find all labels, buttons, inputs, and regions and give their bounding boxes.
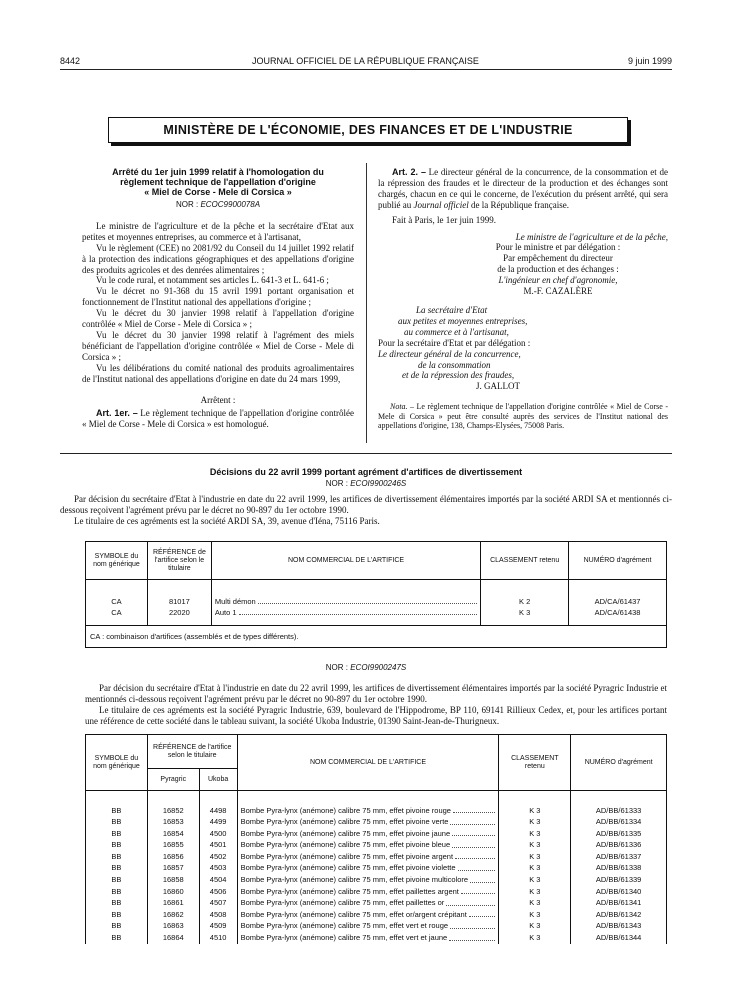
cell-nom: Bombe Pyra-lynx (anémone) calibre 75 mm, effet pivoine verte (240, 817, 449, 827)
table-row (86, 596, 667, 607)
cell-nom: Bombe Pyra-lynx (anémone) calibre 75 mm, effet pivoine jaune (240, 828, 451, 838)
cell-nom: Bombe Pyra-lynx (anémone) calibre 75 mm, effet pivoine argent (240, 851, 454, 861)
th-pyragric: Pyragric (147, 769, 199, 791)
decisions-title: Décisions du 22 avril 1999 portant agrément d'artifices de divertissement (209, 467, 523, 477)
article-1: Art. 1er. – Le règlement technique de l'appellation d'origine contrôlée « Miel de Corse - Mele di Corsica » est homologué. (82, 408, 354, 430)
table-row (86, 805, 667, 817)
table-footnote: CA : combinaison d'artifices (assemblés et de types différents). (86, 626, 667, 648)
cell-symbole: CA (86, 607, 148, 618)
th-symbole: SYMBOLE du nom générique (86, 542, 148, 580)
cell-ref-pyragric: 16853 (147, 816, 199, 828)
cell-numero: AD/BB/61342 (571, 909, 667, 921)
cell-classement: K 3 (499, 816, 571, 828)
arrete-title: Arrêté du 1er juin 1999 relatif à l'homologation du règlement technique de l'appellation d'origine « Miel de Corse - Mele di Corsica » (112, 167, 324, 197)
arrete-left-column (82, 167, 354, 430)
cell-numero: AD/BB/61337 (571, 851, 667, 863)
cell-nom: Bombe Pyra-lynx (anémone) calibre 75 mm, effet paillettes argent (240, 886, 459, 896)
cell-nom: Bombe Pyra-lynx (anémone) calibre 75 mm, effet pivoine multicolore (240, 875, 469, 885)
cell-nom: Bombe Pyra-lynx (anémone) calibre 75 mm, effet pivoine violette (240, 863, 456, 873)
table-row (86, 874, 667, 886)
cell-numero: AD/BB/61334 (571, 816, 667, 828)
cell-classement: K 3 (499, 932, 571, 944)
cell-classement: K 3 (499, 909, 571, 921)
th-classement: CLASSEMENT retenu (481, 542, 569, 580)
cell-ref-ukoba: 4504 (199, 874, 237, 886)
decision-para: Le titulaire de ces agréments est la société ARDI SA, 39, avenue d'Iéna, 75116 Paris. (74, 515, 380, 526)
decision-para: Le titulaire de ces agréments est la société Pyragric Industrie, 639, boulevard de l'Hippodrome, BP 110, 69141 Rillieux Cedex, et, pour les artifices portant une référence de cette société dans le tableau suivant, la société Ukoba Industrie, 01390 Saint-Jean-de-Thurigneux. (85, 704, 667, 726)
cell-numero: AD/BB/61340 (571, 886, 667, 898)
th-symbole: SYMBOLE du nom générique (86, 735, 148, 791)
cell-numero: AD/BB/61343 (571, 920, 667, 932)
cell-symbole: BB (86, 932, 148, 944)
cell-numero: AD/CA/61438 (569, 607, 667, 618)
arrete-para: Vu le décret no 91-368 du 15 avril 1991 portant organisation et fonctionnement de l'Institut national des appellations d'origine ; (82, 286, 354, 308)
cell-ref-pyragric: 16863 (147, 920, 199, 932)
table-row (86, 886, 667, 898)
cell-ref-ukoba: 4502 (199, 851, 237, 863)
article-2: Art. 2. – Le directeur général de la concurrence, de la consommation et de la répression des fraudes et le directeur de la production et des échanges sont chargés, chacun en ce qui le concerne, de l'exécution du présent arrêté, qui sera publié au Journal officiel de la République française. (378, 167, 668, 210)
table-row (86, 862, 667, 874)
header-rule (60, 69, 672, 70)
th-numero: NUMÉRO d'agrément (569, 542, 667, 580)
cell-classement: K 3 (481, 607, 569, 618)
cell-ref-pyragric: 16858 (147, 874, 199, 886)
cell-ref-ukoba: 4506 (199, 886, 237, 898)
table-row (86, 607, 667, 618)
cell-ref-pyragric: 16852 (147, 805, 199, 817)
cell-classement: K 3 (499, 886, 571, 898)
cell-symbole: BB (86, 816, 148, 828)
cell-numero: AD/BB/61336 (571, 839, 667, 851)
th-ukoba: Ukoba (199, 769, 237, 791)
cell-ref-ukoba: 4503 (199, 862, 237, 874)
cell-classement: K 3 (499, 920, 571, 932)
cell-ref-pyragric: 16857 (147, 862, 199, 874)
cell-ref-ukoba: 4510 (199, 932, 237, 944)
cell-classement: K 3 (499, 851, 571, 863)
cell-nom: Bombe Pyra-lynx (anémone) calibre 75 mm, effet or/argent crépitant (240, 909, 467, 919)
cell-ref-pyragric: 16855 (147, 839, 199, 851)
cell-nom: Bombe Pyra-lynx (anémone) calibre 75 mm, effet paillettes or (240, 898, 445, 908)
cell-ref-ukoba: 4498 (199, 805, 237, 817)
cell-numero: AD/BB/61333 (571, 805, 667, 817)
arrete-para: Vu le code rural, et notamment ses articles L. 641-3 et L. 641-6 ; (96, 275, 329, 286)
cell-ref-ukoba: 4508 (199, 909, 237, 921)
arrete-para: Vu le décret du 30 janvier 1998 relatif à l'appellation d'origine contrôlée « Miel de Corse - Mele di Corsica » ; (82, 308, 354, 330)
signature-ministre: Le ministre de l'agriculture et de la pêche, Pour le ministre et par délégation : Par empêchement du directeur de la production et des échanges : L'ingénieur en chef d'agronomie, M.-F. CAZALÈRE (495, 231, 668, 297)
fait-a-paris: Fait à Paris, le 1er juin 1999. (392, 214, 496, 225)
cell-symbole: BB (86, 920, 148, 932)
section-rule (60, 453, 672, 454)
cell-classement: K 3 (499, 874, 571, 886)
table-row (86, 897, 667, 909)
cell-ref-pyragric: 16864 (147, 932, 199, 944)
cell-ref-ukoba: 4509 (199, 920, 237, 932)
arrete-nor: NOR : ECOC9900078A (175, 200, 261, 209)
decisions-nor-2: NOR : ECOI9900247S (325, 663, 407, 672)
table-row (86, 909, 667, 921)
cell-ref-pyragric: 16862 (147, 909, 199, 921)
arrete-para: Vu le règlement (CEE) no 2081/92 du Conseil du 14 juillet 1992 relatif à la protection des indications géographiques et des appellations d'origine des produits agricoles et des denrées alimentaires ; (82, 242, 354, 275)
th-reference: RÉFÉRENCE de l'artifice selon le titulaire (147, 735, 237, 769)
cell-nom: Multi démon (214, 596, 256, 606)
cell-nom: Auto 1 (214, 607, 237, 617)
arrete-right-column (378, 167, 668, 430)
cell-ref-ukoba: 4507 (199, 897, 237, 909)
table-row (86, 816, 667, 828)
cell-numero: AD/CA/61437 (569, 596, 667, 607)
cell-classement: K 2 (481, 596, 569, 607)
cell-symbole: BB (86, 874, 148, 886)
table-row (86, 828, 667, 840)
nota: Nota. – Le règlement technique de l'appellation d'origine contrôlée « Miel de Corse - Mele di Corsica » peut être consulté auprès des services de l'Institut national des appellations d'origine, 138, Champs-Elysées, 75008 Paris. (378, 402, 668, 431)
decision-para: Par décision du secrétaire d'Etat à l'industrie en date du 22 avril 1999, les artifices de divertissement élémentaires importés par la société ARDI SA et mentionnés ci-dessous reçoivent l'agrément prévu par le décret no 90-897 du 1er octobre 1990. (60, 494, 672, 515)
decisions-nor-1: NOR : ECOI9900246S (325, 479, 407, 488)
cell-classement: K 3 (499, 828, 571, 840)
table-pyragric (85, 734, 667, 944)
table-row (86, 932, 667, 944)
table-row (86, 851, 667, 863)
cell-ref-pyragric: 16854 (147, 828, 199, 840)
arrete-para: Vu les délibérations du comité national des produits agroalimentaires de l'Institut national des appellations d'origine en date du 24 mars 1999, (82, 362, 354, 384)
signature-secretaire: La secrétaire d'Etat aux petites et moyennes entreprises, au commerce et à l'artisanat, Pour la secrétaire d'Etat et par délégation : Le directeur général de la concurrence, de la consommation et de la répression des fraudes, J. GALLOT (378, 304, 531, 392)
th-numero: NUMÉRO d'agrément (571, 735, 667, 791)
cell-symbole: CA (86, 596, 148, 607)
cell-nom: Bombe Pyra-lynx (anémone) calibre 75 mm, effet vert et jaune (240, 933, 448, 943)
th-reference: RÉFÉRENCE de l'artifice selon le titulaire (147, 542, 211, 580)
arretent: Arrêtent : (200, 394, 236, 405)
cell-ref-ukoba: 4500 (199, 828, 237, 840)
cell-symbole: BB (86, 839, 148, 851)
table-ardi (85, 541, 667, 648)
cell-reference: 22020 (147, 607, 211, 618)
cell-symbole: BB (86, 828, 148, 840)
cell-classement: K 3 (499, 805, 571, 817)
th-classement: CLASSEMENT retenu (499, 735, 571, 791)
decisions-section (60, 467, 672, 527)
cell-ref-ukoba: 4499 (199, 816, 237, 828)
cell-ref-ukoba: 4501 (199, 839, 237, 851)
cell-numero: AD/BB/61341 (571, 897, 667, 909)
cell-numero: AD/BB/61335 (571, 828, 667, 840)
th-nom: NOM COMMERCIAL DE L'ARTIFICE (211, 542, 480, 580)
journal-title: JOURNAL OFFICIEL DE LA RÉPUBLIQUE FRANÇAISE (252, 56, 479, 66)
cell-symbole: BB (86, 909, 148, 921)
table-row (86, 920, 667, 932)
cell-nom: Bombe Pyra-lynx (anémone) calibre 75 mm, effet vert et rouge (240, 921, 449, 931)
issue-date: 9 juin 1999 (627, 56, 672, 66)
table-row (86, 839, 667, 851)
th-nom: NOM COMMERCIAL DE L'ARTIFICE (237, 735, 499, 791)
cell-nom: Bombe Pyra-lynx (anémone) calibre 75 mm, effet pivoine rouge (240, 805, 451, 815)
cell-symbole: BB (86, 851, 148, 863)
cell-ref-pyragric: 16860 (147, 886, 199, 898)
arrete-para: Le ministre de l'agriculture et de la pêche et la secrétaire d'Etat aux petites et moyennes entreprises, au commerce et à l'artisanat, (82, 220, 354, 242)
cell-symbole: BB (86, 862, 148, 874)
decision-para: Par décision du secrétaire d'Etat à l'industrie en date du 22 avril 1999, les artifices de divertissement élémentaires importés par la société Pyragric Industrie et mentionnés ci-dessous reçoivent l'agrément prévu par le décret no 90-897 du 1er octobre 1990. (85, 683, 667, 704)
cell-numero: AD/BB/61344 (571, 932, 667, 944)
cell-classement: K 3 (499, 862, 571, 874)
cell-nom: Bombe Pyra-lynx (anémone) calibre 75 mm, effet pivoine bleue (240, 840, 451, 850)
cell-ref-pyragric: 16861 (147, 897, 199, 909)
decision-2-text (85, 683, 667, 727)
cell-numero: AD/BB/61338 (571, 862, 667, 874)
cell-symbole: BB (86, 886, 148, 898)
page-number: 8442 (60, 56, 81, 66)
cell-classement: K 3 (499, 897, 571, 909)
cell-numero: AD/BB/61339 (571, 874, 667, 886)
cell-reference: 81017 (147, 596, 211, 607)
ministry-banner: MINISTÈRE DE L'ÉCONOMIE, DES FINANCES ET DE L'INDUSTRIE (108, 117, 628, 143)
cell-classement: K 3 (499, 839, 571, 851)
cell-symbole: BB (86, 897, 148, 909)
column-separator (366, 163, 367, 443)
arrete-para: Vu le décret du 30 janvier 1998 relatif à l'agrément des miels bénéficiant de l'appellation d'origine contrôlée « Miel de Corse - Mele di Corsica » ; (82, 329, 354, 362)
cell-symbole: BB (86, 805, 148, 817)
cell-ref-pyragric: 16856 (147, 851, 199, 863)
